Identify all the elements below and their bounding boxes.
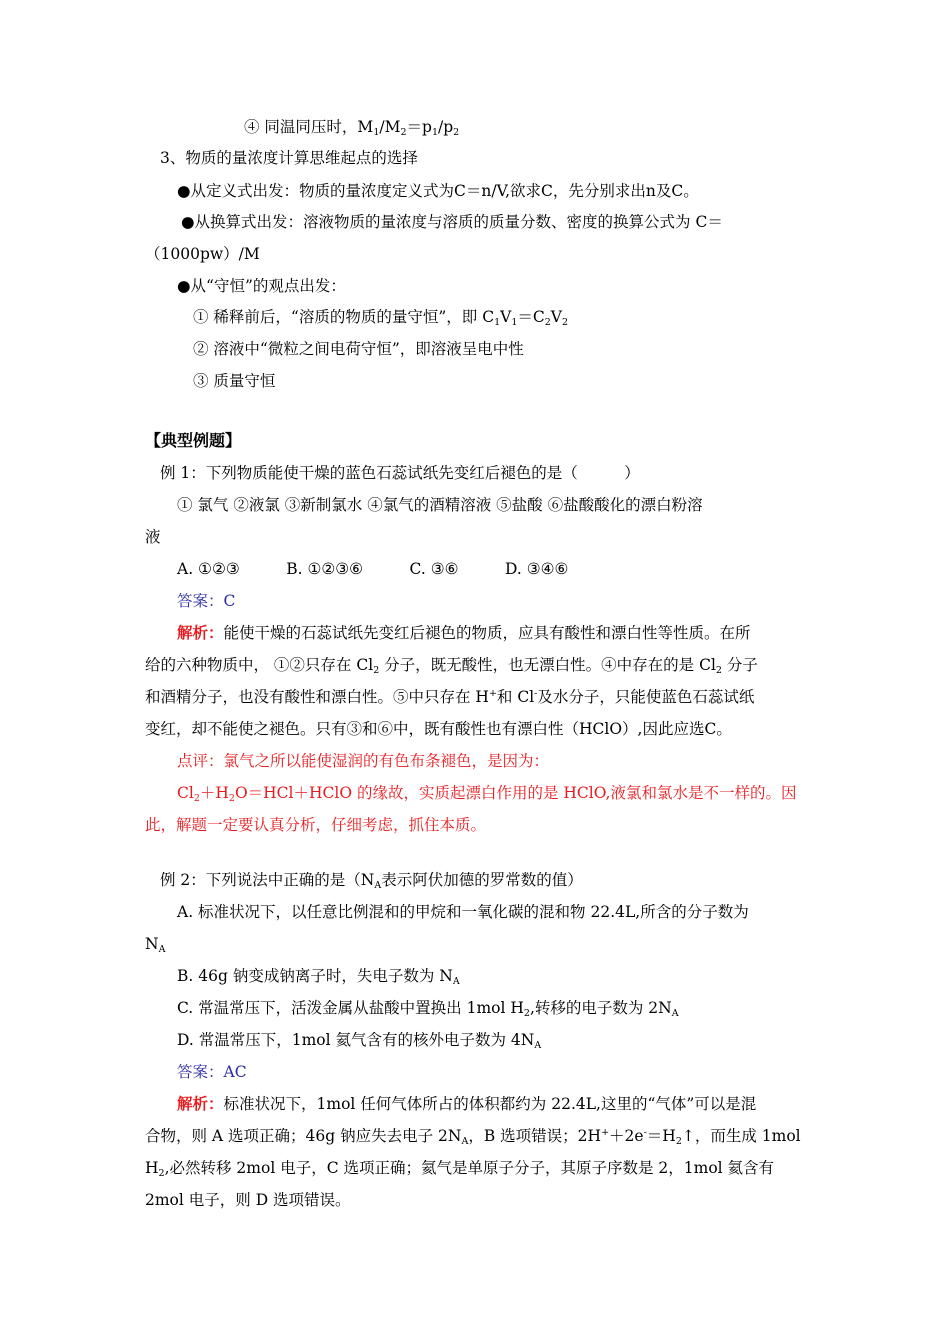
bullet-conversion: ●从换算式出发：溶液物质的量浓度与溶质的质量分数、密度的换算公式为 C＝ (181, 213, 723, 231)
example-2-analysis-2: 合物，则 A 选项正确；46g 钠应失去电子 $2N_A$，B 选项错误；$2H^++2e^-=H_2↑$，而生成 1mol (145, 1127, 801, 1147)
example-2-question: 例 2：下列说法中正确的是（$N_A$表示阿伏加德的罗常数的值） (160, 871, 583, 891)
example-1-analysis-2: 给的六种物质中， ①②只存在 $Cl_2$ 分子，既无酸性，也无漂白性。④中存在的是 $Cl_2$ 分子 (145, 656, 758, 676)
example-1-items-cont: 液 (145, 528, 161, 546)
example-1-analysis-3: 和酒精分子，也没有酸性和漂白性。⑤中只存在 H+和 Cl-及水分子，只能使蓝色石蕊试纸 (145, 688, 755, 706)
example-1-question: 例 1：下列物质能使干燥的蓝色石蕊试纸先变红后褪色的是（ ） (160, 464, 640, 482)
example-1-comment: 点评：氯气之所以能使湿润的有色布条褪色，是因为： (177, 752, 550, 770)
conservation-item-2: ② 溶液中“微粒之间电荷守恒”，即溶液呈电中性 (193, 340, 524, 358)
example-2-option-b: B. 46g 钠变成钠离子时，失电子数为 $N_A$ (177, 967, 460, 987)
bullet-conversion-cont: （1000pw）/M (145, 245, 260, 263)
example-2-analysis-3: $H_2$,必然转移 2mol 电子，C 选项正确；氦气是单原子分子，其原子序数是 2，1mol 氦含有 (145, 1159, 775, 1179)
example-1-comment-3: 此，解题一定要认真分析，仔细考虑，抓住本质。 (145, 816, 487, 834)
example-1-items: ① 氯气 ②液氯 ③新制氯水 ④氯气的酒精溶液 ⑤盐酸 ⑥盐酸酸化的漂白粉溶 (177, 496, 703, 514)
example-2-option-d: D. 常温常压下，1mol 氦气含有的核外电子数为 $4N_A$ (177, 1031, 542, 1051)
example-1-answer: 答案：C (177, 592, 236, 610)
example-1-analysis-1: 解析：能使干燥的石蕊试纸先变红后褪色的物质，应具有酸性和漂白性等性质。在所 (177, 623, 751, 642)
example-1-options: A. ①②③ B. ①②③⑥ C. ③⑥ D. ③④⑥ (177, 560, 569, 578)
conservation-item-3: ③ 质量守恒 (193, 372, 276, 390)
example-2-analysis-4: 2mol 电子，则 D 选项错误。 (145, 1191, 351, 1209)
example-1-analysis-4: 变红，却不能使之褪色。只有③和⑥中，既有酸性也有漂白性（HClO）,因此应选C。 (145, 720, 732, 738)
conservation-item-1: ① 稀释前后，“溶质的物质的量守恒”，即 $C_1V_1=C_2V_2$ (193, 308, 569, 328)
formula-line-4: ④ 同温同压时，$M_1/M_2=p_1/p_2$ (244, 118, 460, 138)
bullet-conservation: ●从“守恒”的观点出发： (177, 277, 346, 295)
section-heading: 【典型例题】 (145, 431, 242, 450)
example-2-option-c: C. 常温常压下，活泼金属从盐酸中置换出 1mol $H_2$,转移的电子数为 $2N_A$ (177, 999, 679, 1019)
example-2-answer: 答案：AC (177, 1063, 247, 1081)
example-1-comment-2: $Cl_2+H_2O=HCl+HClO$ 的缘故，实质起漂白作用的是 HClO,液氯和氯水是不一样的。因 (177, 784, 797, 804)
bullet-definition: ●从定义式出发：物质的量浓度定义式为C＝n/V,欲求C，先分别求出n及C。 (177, 182, 699, 200)
section-3-title: 3、物质的量浓度计算思维起点的选择 (160, 149, 418, 167)
example-2-analysis-1: 解析：标准状况下，1mol 任何气体所占的体积都约为 22.4L,这里的“气体”可以是混 (177, 1094, 757, 1113)
example-2-option-a-cont: $N_A$ (145, 935, 166, 955)
example-2-option-a: A. 标准状况下，以任意比例混和的甲烷和一氧化碳的混和物 22.4L,所含的分子数为 (177, 903, 749, 921)
